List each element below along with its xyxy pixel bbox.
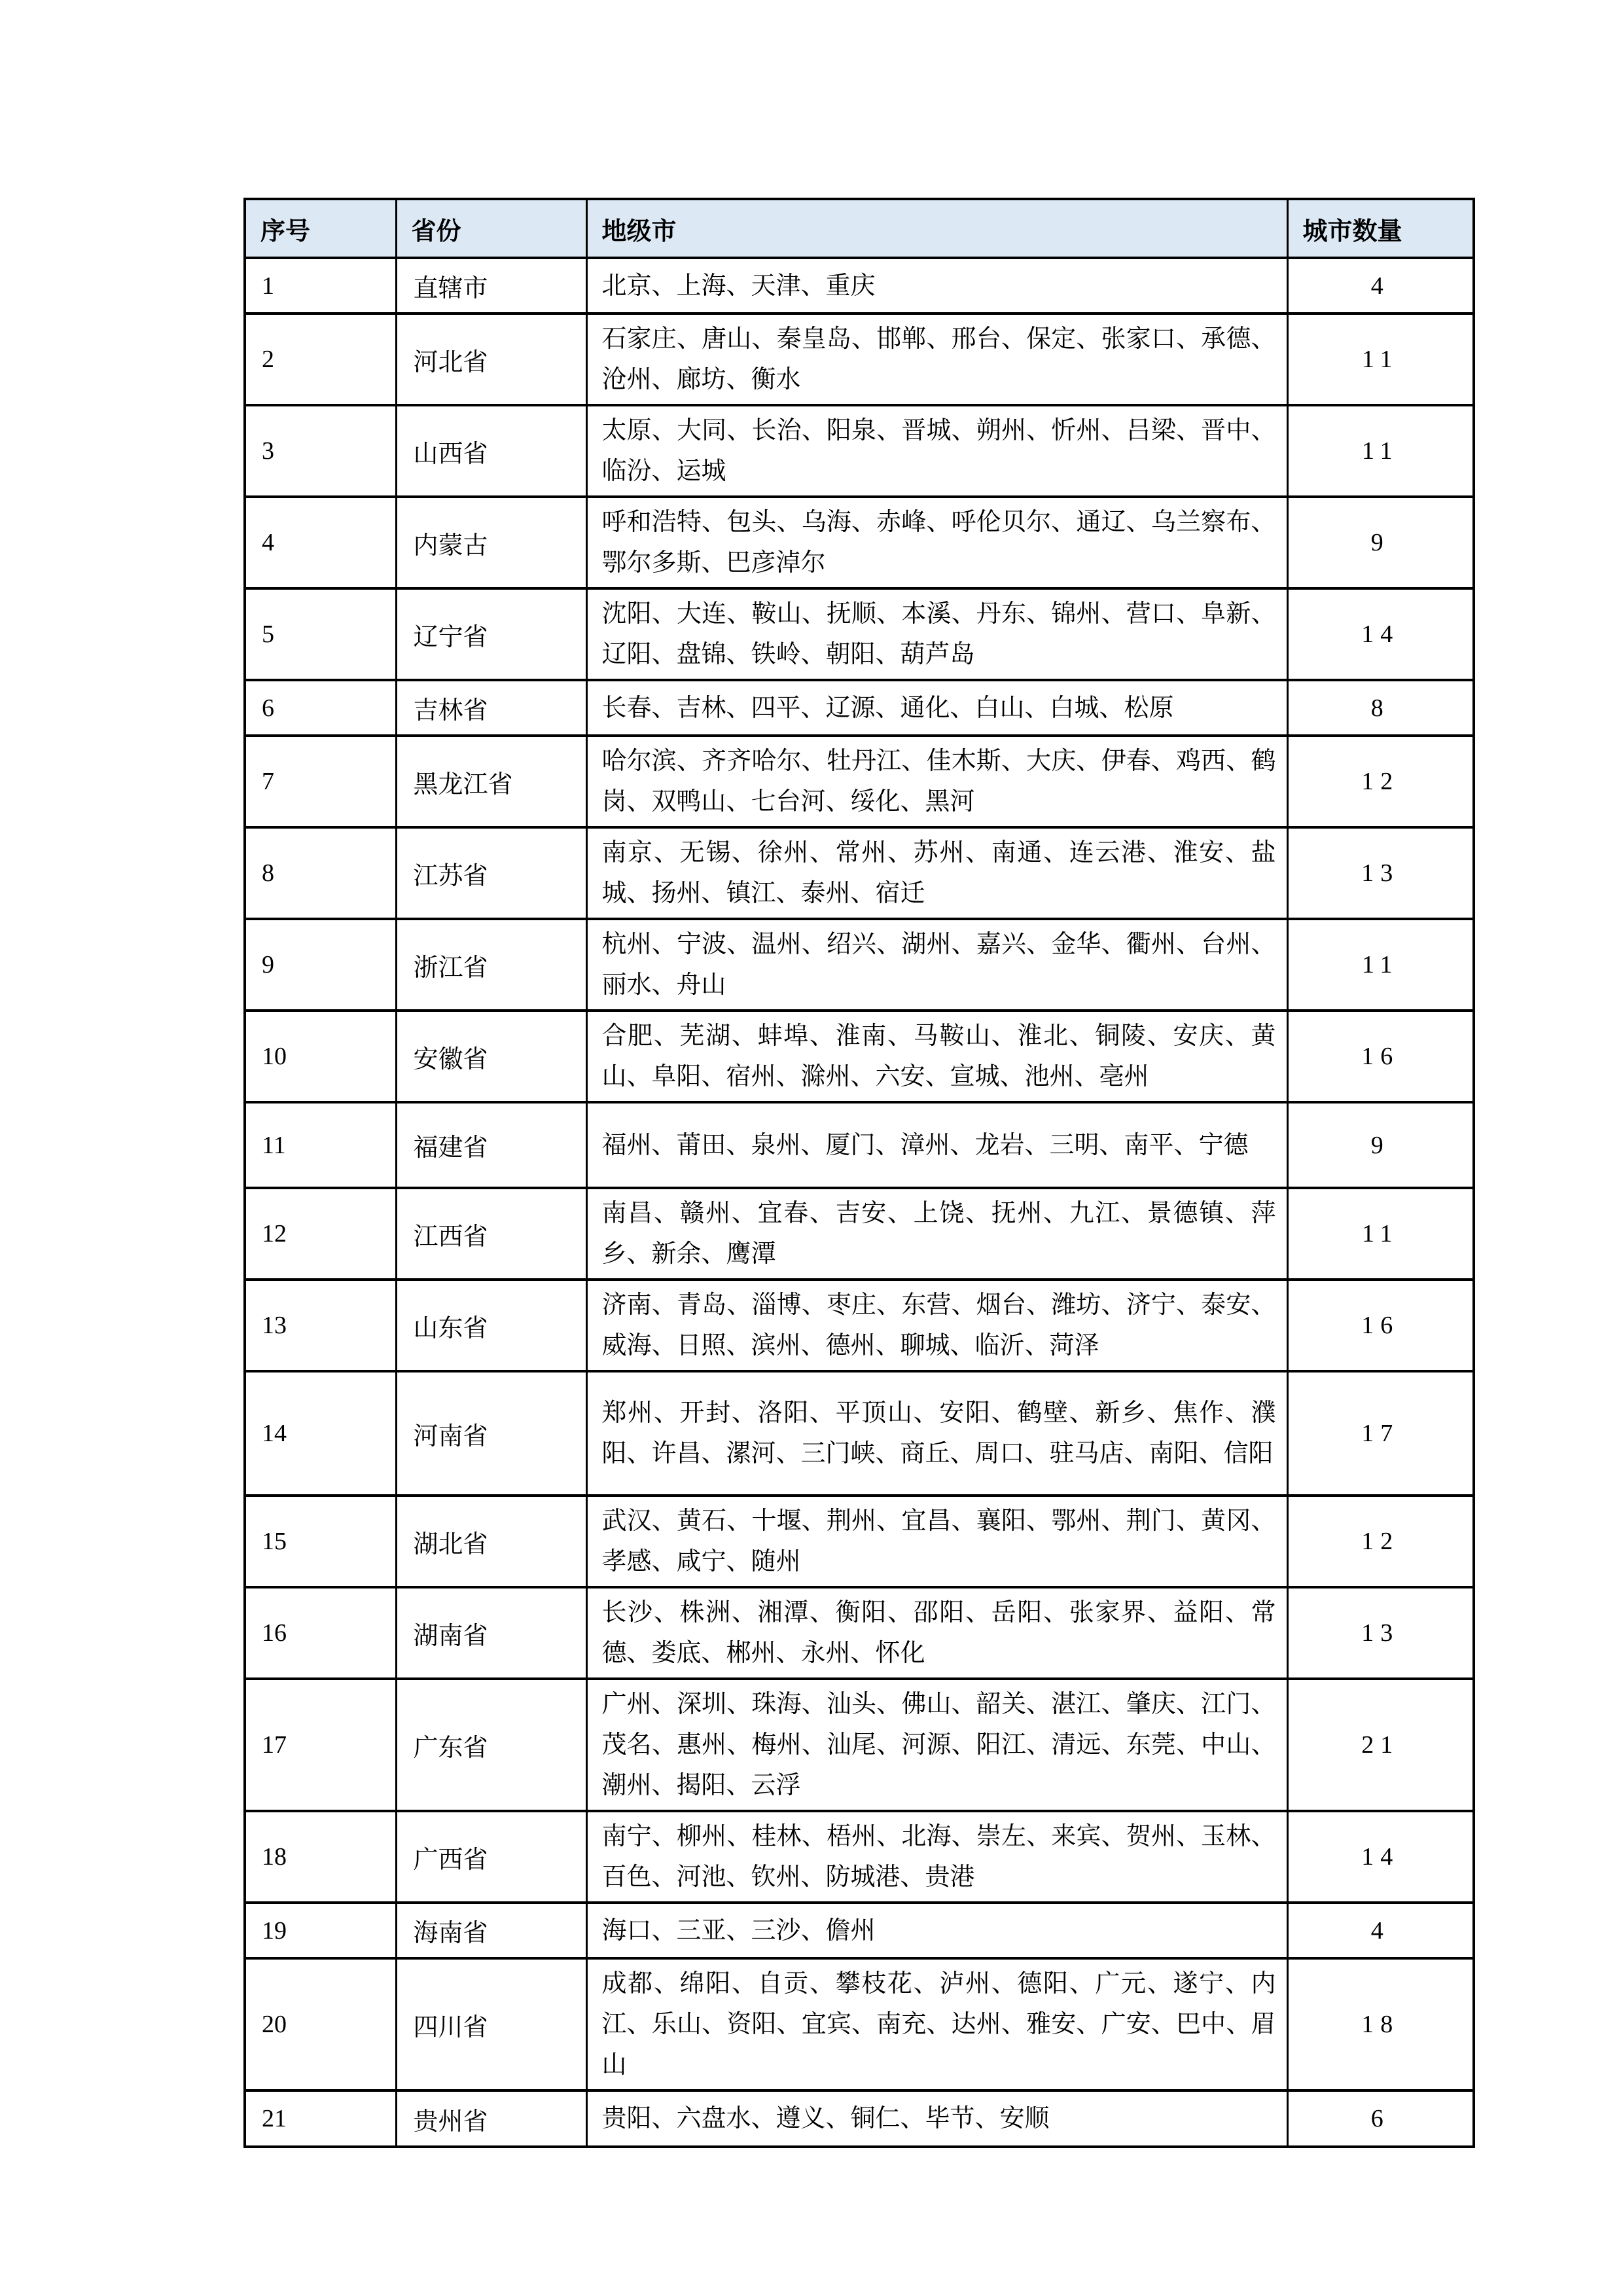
cell-seq: 19 (245, 1903, 396, 1958)
table-row (245, 1102, 1474, 1188)
cell-seq: 5 (245, 588, 396, 680)
cell-province: 山西省 (396, 405, 586, 497)
province-city-table (243, 198, 1475, 2148)
cell-seq: 15 (245, 1496, 396, 1587)
cell-province: 广东省 (396, 1679, 586, 1811)
cell-province: 湖北省 (396, 1496, 586, 1587)
cell-province: 河北省 (396, 314, 586, 405)
table-row (245, 1371, 1474, 1496)
table-row (245, 1496, 1474, 1587)
cell-province: 江苏省 (396, 827, 586, 919)
cell-cities: 石家庄、唐山、秦皇岛、邯郸、邢台、保定、张家口、承德、沧州、廊坊、衡水 (586, 314, 1287, 405)
header-province: 省份 (396, 199, 586, 258)
cell-count: 14 (1287, 1811, 1474, 1903)
cell-count: 18 (1287, 1958, 1474, 2090)
cell-seq: 14 (245, 1371, 396, 1496)
header-seq: 序号 (245, 199, 396, 258)
cell-cities: 合肥、芜湖、蚌埠、淮南、马鞍山、淮北、铜陵、安庆、黄山、阜阳、宿州、滁州、六安、宣城、池州、亳州 (586, 1011, 1287, 1102)
cell-seq: 1 (245, 258, 396, 314)
cell-cities: 武汉、黄石、十堰、荆州、宜昌、襄阳、鄂州、荆门、黄冈、孝感、咸宁、随州 (586, 1496, 1287, 1587)
cell-province: 辽宁省 (396, 588, 586, 680)
cell-cities: 广州、深圳、珠海、汕头、佛山、韶关、湛江、肇庆、江门、茂名、惠州、梅州、汕尾、河源、阳江、清远、东莞、中山、潮州、揭阳、云浮 (586, 1679, 1287, 1811)
cell-count: 16 (1287, 1011, 1474, 1102)
table-row (245, 2090, 1474, 2147)
table-row (245, 736, 1474, 827)
cell-province: 广西省 (396, 1811, 586, 1903)
cell-count: 6 (1287, 2090, 1474, 2147)
table-row (245, 1958, 1474, 2090)
cell-province: 海南省 (396, 1903, 586, 1958)
cell-seq: 9 (245, 919, 396, 1011)
cell-seq: 4 (245, 497, 396, 588)
table-row (245, 827, 1474, 919)
table-row (245, 1679, 1474, 1811)
table-row (245, 258, 1474, 314)
cell-province: 安徽省 (396, 1011, 586, 1102)
table-row (245, 1011, 1474, 1102)
cell-count: 12 (1287, 1496, 1474, 1587)
table-row (245, 680, 1474, 736)
cell-province: 福建省 (396, 1102, 586, 1188)
cell-seq: 12 (245, 1188, 396, 1280)
cell-count: 21 (1287, 1679, 1474, 1811)
cell-cities: 呼和浩特、包头、乌海、赤峰、呼伦贝尔、通辽、乌兰察布、鄂尔多斯、巴彦淖尔 (586, 497, 1287, 588)
table-row (245, 497, 1474, 588)
cell-cities: 太原、大同、长治、阳泉、晋城、朔州、忻州、吕梁、晋中、临汾、运城 (586, 405, 1287, 497)
cell-count: 11 (1287, 1188, 1474, 1280)
cell-seq: 21 (245, 2090, 396, 2147)
table-row (245, 314, 1474, 405)
cell-province: 内蒙古 (396, 497, 586, 588)
table-row (245, 1811, 1474, 1903)
cell-seq: 13 (245, 1280, 396, 1371)
cell-cities: 郑州、开封、洛阳、平顶山、安阳、鹤壁、新乡、焦作、濮阳、许昌、漯河、三门峡、商丘、周口、驻马店、南阳、信阳 (586, 1371, 1287, 1496)
cell-province: 四川省 (396, 1958, 586, 2090)
cell-count: 13 (1287, 827, 1474, 919)
cell-count: 17 (1287, 1371, 1474, 1496)
cell-cities: 贵阳、六盘水、遵义、铜仁、毕节、安顺 (586, 2090, 1287, 2147)
table-row (245, 1587, 1474, 1679)
cell-count: 11 (1287, 919, 1474, 1011)
cell-province: 贵州省 (396, 2090, 586, 2147)
cell-seq: 10 (245, 1011, 396, 1102)
table-row (245, 919, 1474, 1011)
cell-count: 16 (1287, 1280, 1474, 1371)
cell-count: 4 (1287, 258, 1474, 314)
table-row (245, 1188, 1474, 1280)
cell-province: 吉林省 (396, 680, 586, 736)
cell-count: 13 (1287, 1587, 1474, 1679)
cell-seq: 11 (245, 1102, 396, 1188)
cell-cities: 济南、青岛、淄博、枣庄、东营、烟台、潍坊、济宁、泰安、威海、日照、滨州、德州、聊城、临沂、菏泽 (586, 1280, 1287, 1371)
cell-cities: 长沙、株洲、湘潭、衡阳、邵阳、岳阳、张家界、益阳、常德、娄底、郴州、永州、怀化 (586, 1587, 1287, 1679)
cell-province: 湖南省 (396, 1587, 586, 1679)
table-body (245, 258, 1474, 2147)
cell-seq: 17 (245, 1679, 396, 1811)
cell-seq: 6 (245, 680, 396, 736)
cell-cities: 成都、绵阳、自贡、攀枝花、泸州、德阳、广元、遂宁、内江、乐山、资阳、宜宾、南充、达州、雅安、广安、巴中、眉山 (586, 1958, 1287, 2090)
cell-cities: 海口、三亚、三沙、儋州 (586, 1903, 1287, 1958)
header-row (245, 199, 1474, 258)
cell-seq: 18 (245, 1811, 396, 1903)
cell-count: 4 (1287, 1903, 1474, 1958)
header-count: 城市数量 (1287, 199, 1474, 258)
cell-cities: 南宁、柳州、桂林、梧州、北海、崇左、来宾、贺州、玉林、百色、河池、钦州、防城港、贵港 (586, 1811, 1287, 1903)
cell-cities: 南京、无锡、徐州、常州、苏州、南通、连云港、淮安、盐城、扬州、镇江、泰州、宿迁 (586, 827, 1287, 919)
cell-seq: 20 (245, 1958, 396, 2090)
table-row (245, 588, 1474, 680)
cell-cities: 北京、上海、天津、重庆 (586, 258, 1287, 314)
cell-count: 11 (1287, 405, 1474, 497)
cell-cities: 南昌、赣州、宜春、吉安、上饶、抚州、九江、景德镇、萍乡、新余、鹰潭 (586, 1188, 1287, 1280)
cell-count: 9 (1287, 1102, 1474, 1188)
cell-province: 山东省 (396, 1280, 586, 1371)
table-row (245, 1280, 1474, 1371)
cell-seq: 2 (245, 314, 396, 405)
header-cities: 地级市 (586, 199, 1287, 258)
cell-province: 黑龙江省 (396, 736, 586, 827)
cell-seq: 16 (245, 1587, 396, 1679)
cell-cities: 沈阳、大连、鞍山、抚顺、本溪、丹东、锦州、营口、阜新、辽阳、盘锦、铁岭、朝阳、葫芦岛 (586, 588, 1287, 680)
table-row (245, 405, 1474, 497)
cell-province: 直辖市 (396, 258, 586, 314)
cell-cities: 长春、吉林、四平、辽源、通化、白山、白城、松原 (586, 680, 1287, 736)
cell-count: 12 (1287, 736, 1474, 827)
cell-seq: 8 (245, 827, 396, 919)
cell-cities: 哈尔滨、齐齐哈尔、牡丹江、佳木斯、大庆、伊春、鸡西、鹤岗、双鸭山、七台河、绥化、黑河 (586, 736, 1287, 827)
cell-seq: 7 (245, 736, 396, 827)
table-header (245, 199, 1474, 258)
cell-count: 11 (1287, 314, 1474, 405)
cell-province: 河南省 (396, 1371, 586, 1496)
cell-seq: 3 (245, 405, 396, 497)
cell-count: 9 (1287, 497, 1474, 588)
cell-count: 14 (1287, 588, 1474, 680)
cell-cities: 杭州、宁波、温州、绍兴、湖州、嘉兴、金华、衢州、台州、丽水、舟山 (586, 919, 1287, 1011)
cell-cities: 福州、莆田、泉州、厦门、漳州、龙岩、三明、南平、宁德 (586, 1102, 1287, 1188)
cell-province: 浙江省 (396, 919, 586, 1011)
cell-province: 江西省 (396, 1188, 586, 1280)
cell-count: 8 (1287, 680, 1474, 736)
table-row (245, 1903, 1474, 1958)
